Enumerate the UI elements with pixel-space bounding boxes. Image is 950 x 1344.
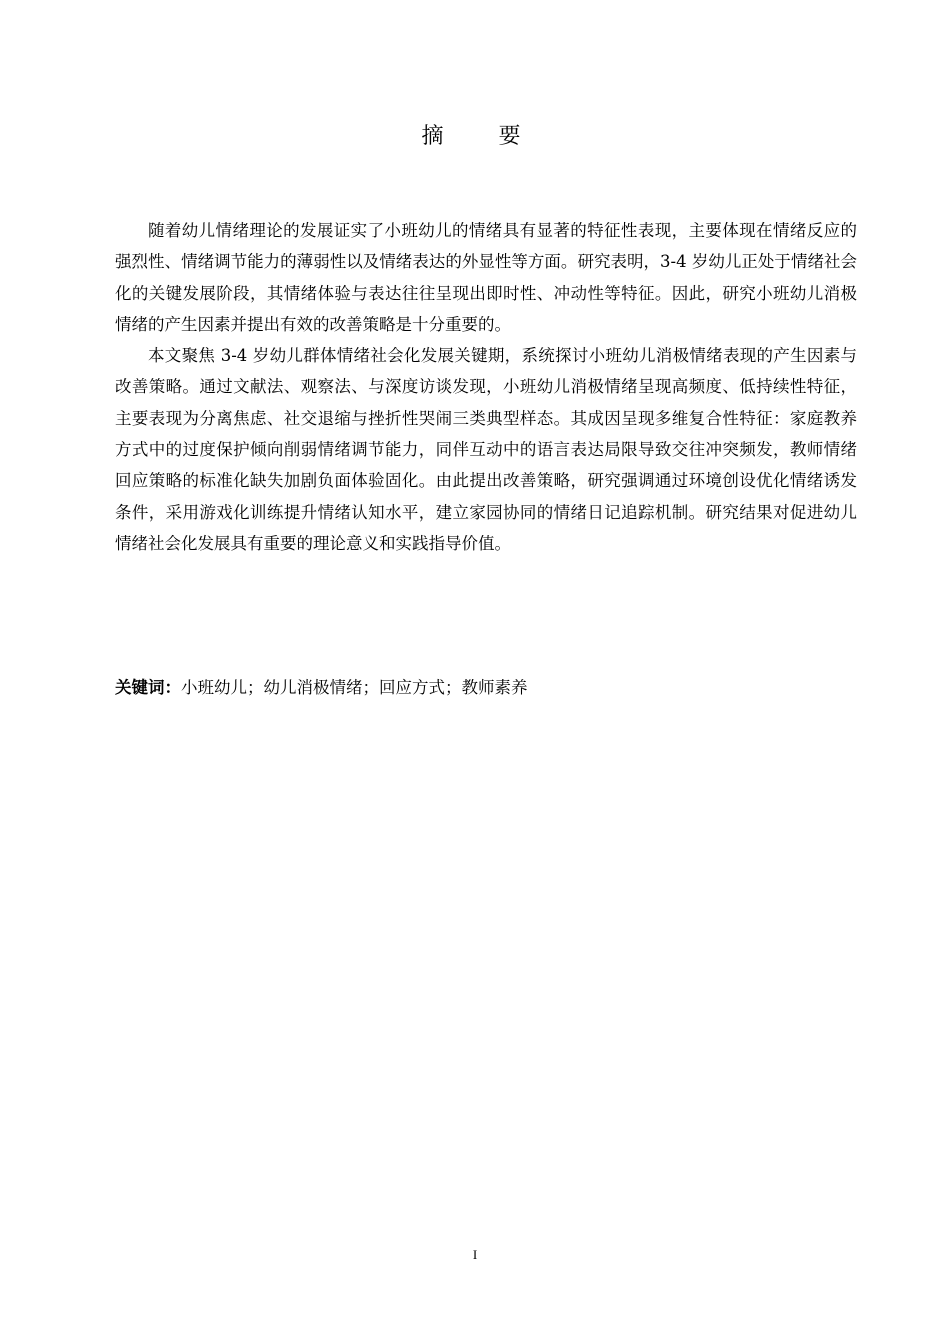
abstract-paragraph-2: 本文聚焦 3-4 岁幼儿群体情绪社会化发展关键期，系统探讨小班幼儿消极情绪表现的产生因素与改善策略。通过文献法、观察法、与深度访谈发现，小班幼儿消极情绪呈现高频度、低持续性特征，主要表现为分离焦虑、社交退缩与挫折性哭闹三类典型样态。其成因呈现多维复合性特征：家庭教养方式中的过度保护倾向削弱情绪调节能力，同伴互动中的语言表达局限导致交往冲突频发，教师情绪回应策略的标准化缺失加剧负面体验固化。由此提出改善策略，研究强调通过环境创设优化情绪诱发条件，采用游戏化训练提升情绪认知水平，建立家园协同的情绪日记追踪机制。研究结果对促进幼儿情绪社会化发展具有重要的理论意义和实践指导价值。 <box>115 346 857 553</box>
page-number: I <box>472 1247 478 1262</box>
abstract-paragraph-1: 随着幼儿情绪理论的发展证实了小班幼儿的情绪具有显著的特征性表现，主要体现在情绪反应的强烈性、情绪调节能力的薄弱性以及情绪表达的外显性等方面。研究表明，3-4 岁幼儿正处于情绪社会化的关键发展阶段，其情绪体验与表达往往呈现出即时性、冲动性等特征。因此，研究小班幼儿消极情绪的产生因素并提出有效的改善策略是十分重要的。 <box>115 221 857 334</box>
keywords-text: 小班幼儿；幼儿消极情绪；回应方式；教师素养 <box>181 678 528 697</box>
keywords-label: 关键词： <box>115 678 181 697</box>
keywords-line <box>115 672 857 703</box>
abstract-title: 摘 要 <box>421 124 545 149</box>
abstract-body <box>115 215 857 559</box>
